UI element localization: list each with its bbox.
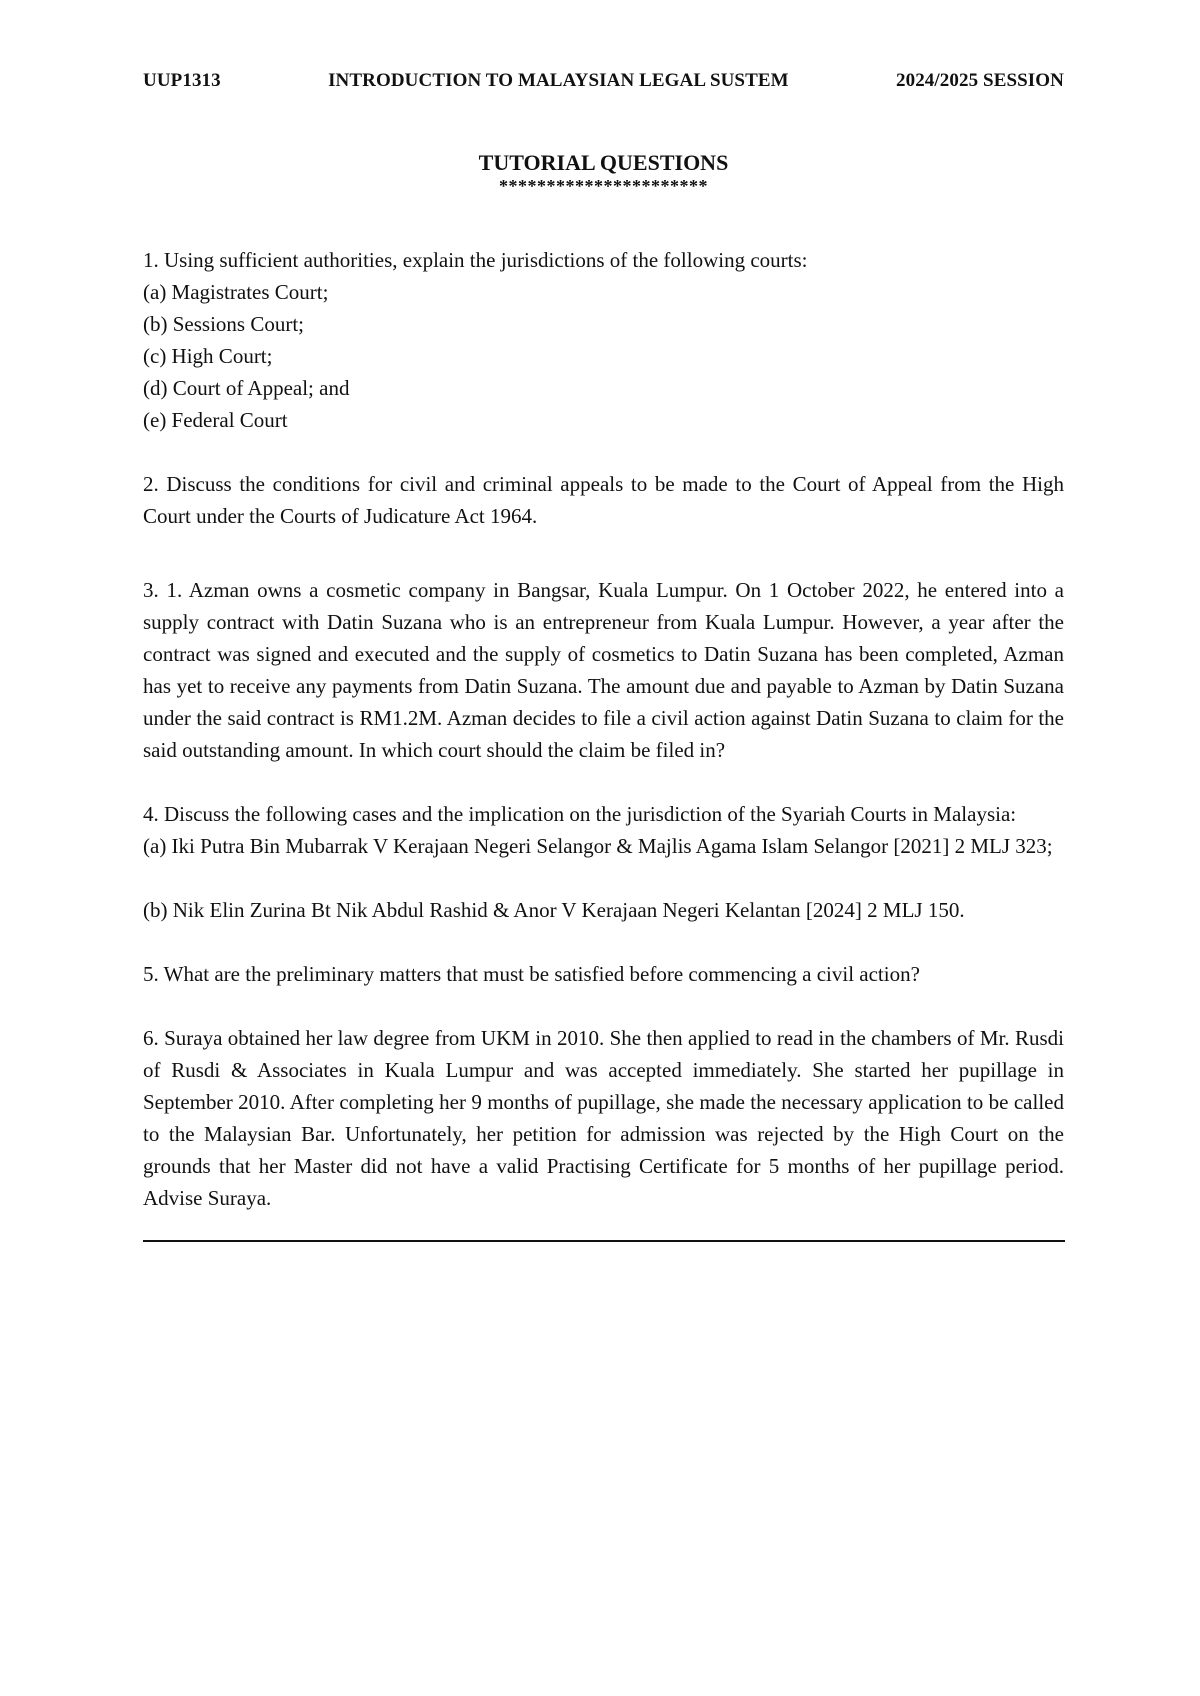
question-1-item-c: (c) High Court; — [143, 344, 273, 368]
question-4-item-a: (a) Iki Putra Bin Mubarrak V Kerajaan Negeri Selangor & Majlis Agama Islam Selangor [2021] 2 MLJ 323; — [143, 834, 1053, 858]
question-1-item-b: (b) Sessions Court; — [143, 312, 305, 336]
title-block — [143, 150, 1064, 196]
page-title: TUTORIAL QUESTIONS — [478, 150, 729, 175]
question-5-text: 5. What are the preliminary matters that must be satisfied before commencing a civil action? — [143, 962, 920, 986]
question-2 — [143, 468, 1064, 532]
running-header — [143, 70, 1064, 92]
question-1-item-e: (e) Federal Court — [143, 408, 288, 432]
course-title: INTRODUCTION TO MALAYSIAN LEGAL SUSTEM — [328, 70, 789, 91]
course-code: UUP1313 — [143, 70, 221, 91]
question-4 — [143, 798, 1064, 926]
question-1-item-a: (a) Magistrates Court; — [143, 280, 329, 304]
end-rule — [143, 1240, 1065, 1242]
question-2-text: 2. Discuss the conditions for civil and criminal appeals to be made to the Court of Appeal from the High Court under the Courts of Judicature Act 1964. — [143, 472, 1064, 528]
question-3 — [143, 574, 1064, 766]
question-3-text: 3. 1. Azman owns a cosmetic company in Bangsar, Kuala Lumpur. On 1 October 2022, he entered into a supply contract with Datin Suzana who is an entrepreneur from Kuala Lumpur. However, a year after the contract was signed and executed and the supply of cosmetics to Datin Suzana has been completed, Azman has yet to receive any payments from Datin Suzana. The amount due and payable to Azman by Datin Suzana under the said contract is RM1.2M. Azman decides to file a civil action against Datin Suzana to claim for the said outstanding amount. In which court should the claim be filed in? — [143, 578, 1064, 762]
question-1 — [143, 244, 1064, 436]
session-label: 2024/2025 SESSION — [896, 70, 1064, 91]
paragraph-gap — [143, 862, 1064, 894]
question-1-item-d: (d) Court of Appeal; and — [143, 376, 350, 400]
title-decoration: ********************** — [499, 176, 708, 196]
question-4-item-b: (b) Nik Elin Zurina Bt Nik Abdul Rashid & Anor V Kerajaan Negeri Kelantan [2024] 2 MLJ 150. — [143, 898, 965, 922]
question-1-stem: 1. Using sufficient authorities, explain the jurisdictions of the following courts: — [143, 248, 808, 272]
question-4-stem: 4. Discuss the following cases and the implication on the jurisdiction of the Syariah Courts in Malaysia: — [143, 802, 1017, 826]
question-5 — [143, 958, 1064, 990]
question-6-text: 6. Suraya obtained her law degree from UKM in 2010. She then applied to read in the chambers of Mr. Rusdi of Rusdi & Associates in Kuala Lumpur and was accepted immediately. She started her pupillage in September 2010. After completing her 9 months of pupillage, she made the necessary application to be called to the Malaysian Bar. Unfortunately, her petition for admission was rejected by the High Court on the grounds that her Master did not have a valid Practising Certificate for 5 months of her pupillage period. Advise Suraya. — [143, 1026, 1064, 1210]
question-6 — [143, 1022, 1064, 1214]
